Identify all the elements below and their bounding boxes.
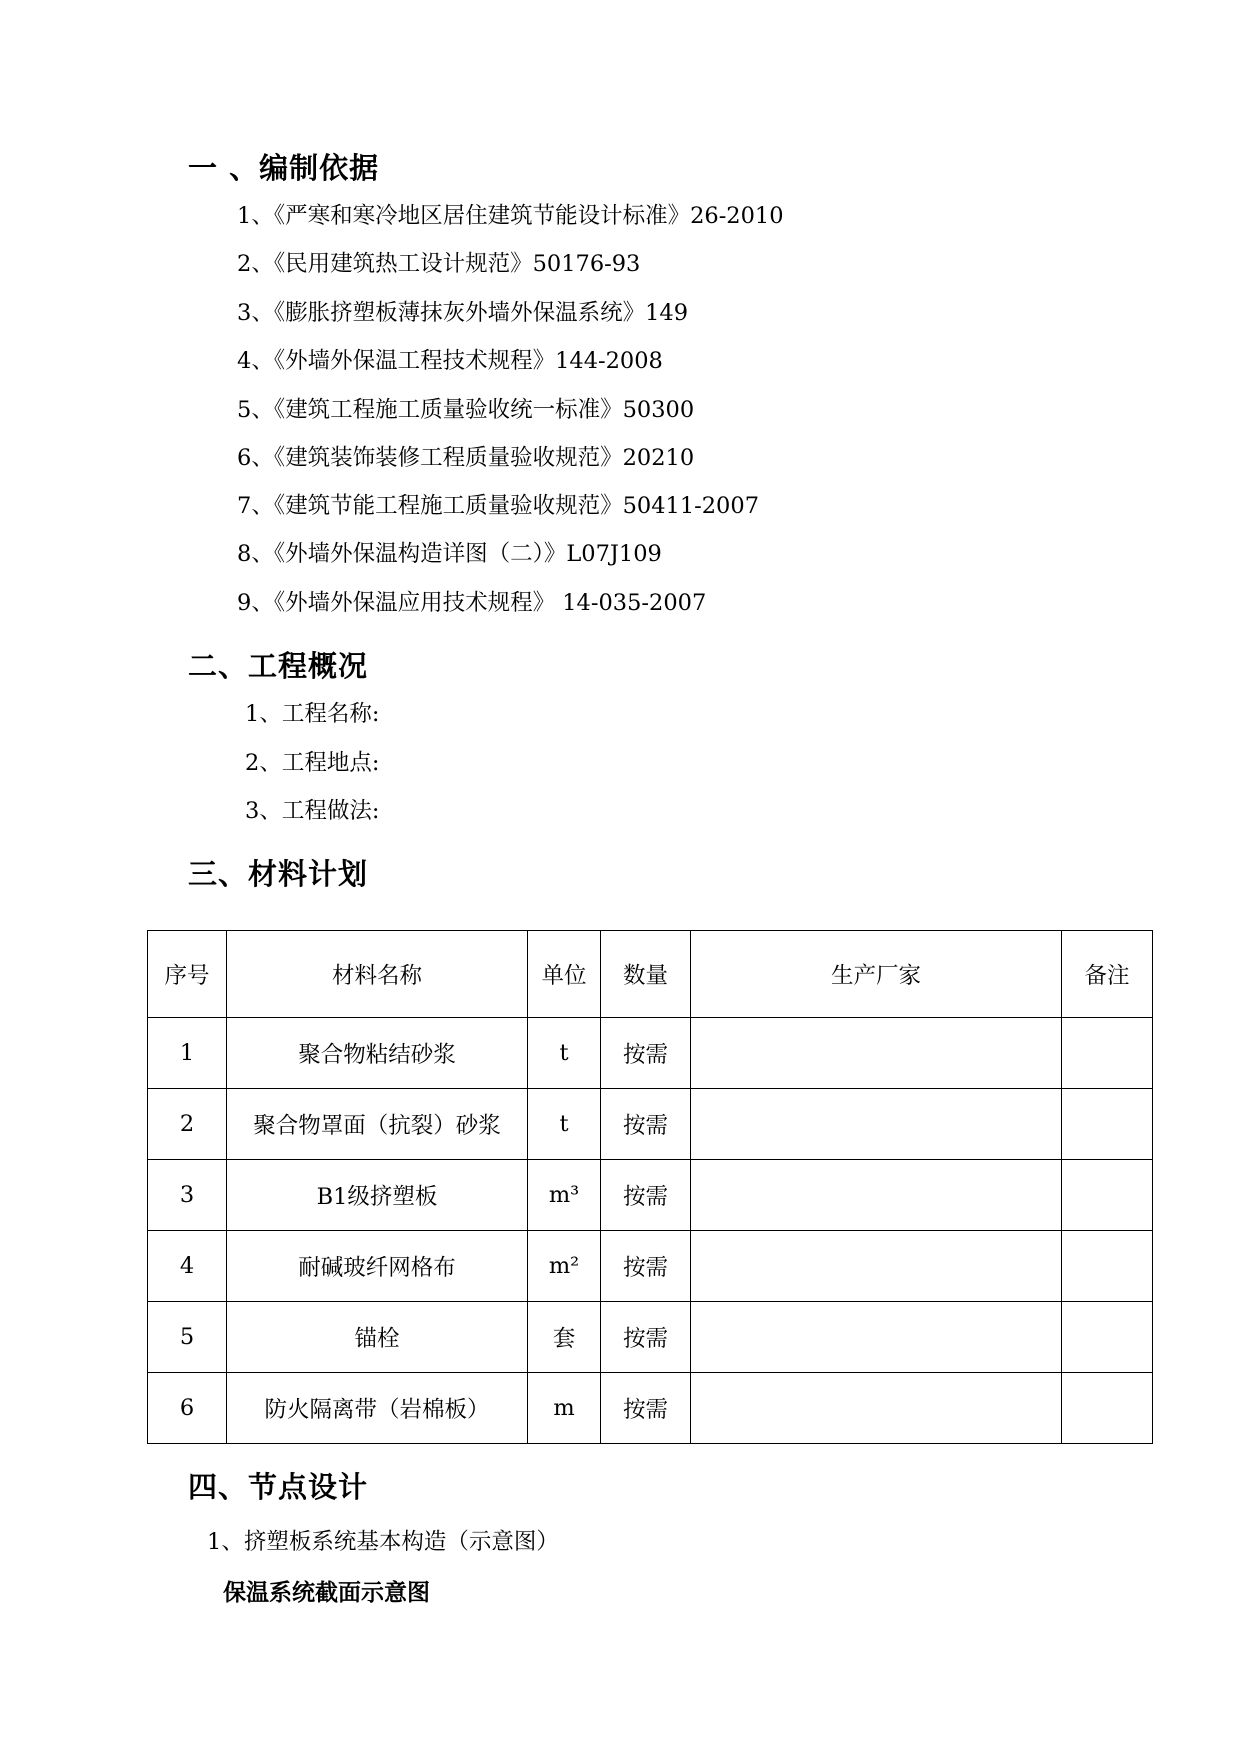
reference-item: 7、《建筑节能工程施工质量验收规范》50411-2007 (237, 493, 760, 519)
cell-maker (691, 1373, 1062, 1444)
cell-maker (691, 1160, 1062, 1231)
cell-note (1062, 1089, 1153, 1160)
reference-item: 3、《膨胀挤塑板薄抹灰外墙外保温系统》149 (237, 300, 689, 326)
header-name: 材料名称 (227, 931, 528, 1018)
overview-item-name: 1、工程名称: (245, 701, 380, 727)
header-qty: 数量 (601, 931, 691, 1018)
reference-item: 4、《外墙外保温工程技术规程》144-2008 (237, 348, 663, 374)
section-title-basis: 一 、编制依据 (188, 151, 380, 185)
cell-qty: 按需 (601, 1373, 691, 1444)
table-row (148, 1018, 1153, 1089)
cell-qty: 按需 (601, 1160, 691, 1231)
cell-no: 2 (148, 1089, 227, 1160)
cell-maker (691, 1231, 1062, 1302)
section-title-materials: 三、材料计划 (188, 857, 369, 891)
reference-item: 9、《外墙外保温应用技术规程》 14-035-2007 (237, 590, 707, 616)
cell-note (1062, 1160, 1153, 1231)
cell-unit: 套 (528, 1302, 601, 1373)
cell-qty: 按需 (601, 1089, 691, 1160)
cell-note (1062, 1302, 1153, 1373)
cell-unit: t (528, 1018, 601, 1089)
cell-name: B1级挤塑板 (227, 1160, 528, 1231)
table-row (148, 1089, 1153, 1160)
materials-table (147, 930, 1153, 1444)
cell-name: 聚合物罩面（抗裂）砂浆 (227, 1089, 528, 1160)
cell-maker (691, 1018, 1062, 1089)
section-title-nodes: 四、节点设计 (188, 1470, 369, 1504)
cell-no: 1 (148, 1018, 227, 1089)
reference-item: 5、《建筑工程施工质量验收统一标准》50300 (237, 397, 695, 423)
cell-no: 4 (148, 1231, 227, 1302)
reference-item: 1、《严寒和寒冷地区居住建筑节能设计标准》26-2010 (237, 203, 784, 229)
cell-unit: m² (528, 1231, 601, 1302)
cell-note (1062, 1231, 1153, 1302)
cell-qty: 按需 (601, 1231, 691, 1302)
table-row (148, 1302, 1153, 1373)
overview-item-method: 3、工程做法: (245, 798, 380, 824)
cell-name: 聚合物粘结砂浆 (227, 1018, 528, 1089)
cell-name: 锚栓 (227, 1302, 528, 1373)
cell-name: 耐碱玻纤网格布 (227, 1231, 528, 1302)
cell-unit: m³ (528, 1160, 601, 1231)
cell-name: 防火隔离带（岩棉板） (227, 1373, 528, 1444)
figure-caption: 保温系统截面示意图 (223, 1580, 430, 1606)
header-maker: 生产厂家 (691, 931, 1062, 1018)
table-row (148, 1160, 1153, 1231)
node-item: 1、挤塑板系统基本构造（示意图） (207, 1529, 559, 1555)
header-note: 备注 (1062, 931, 1153, 1018)
cell-unit: m (528, 1373, 601, 1444)
cell-qty: 按需 (601, 1302, 691, 1373)
table-row (148, 1373, 1153, 1444)
header-unit: 单位 (528, 931, 601, 1018)
header-no: 序号 (148, 931, 227, 1018)
table-header-row (148, 931, 1153, 1018)
overview-item-location: 2、工程地点: (245, 750, 380, 776)
cell-no: 6 (148, 1373, 227, 1444)
reference-item: 2、《民用建筑热工设计规范》50176-93 (237, 251, 641, 277)
cell-note (1062, 1373, 1153, 1444)
reference-item: 6、《建筑装饰装修工程质量验收规范》20210 (237, 445, 695, 471)
cell-no: 5 (148, 1302, 227, 1373)
cell-qty: 按需 (601, 1018, 691, 1089)
reference-item: 8、《外墙外保温构造详图（二）》L07J109 (237, 541, 662, 567)
section-title-overview: 二、工程概况 (188, 649, 369, 683)
cell-maker (691, 1302, 1062, 1373)
cell-unit: t (528, 1089, 601, 1160)
table-row (148, 1231, 1153, 1302)
cell-note (1062, 1018, 1153, 1089)
cell-maker (691, 1089, 1062, 1160)
cell-no: 3 (148, 1160, 227, 1231)
